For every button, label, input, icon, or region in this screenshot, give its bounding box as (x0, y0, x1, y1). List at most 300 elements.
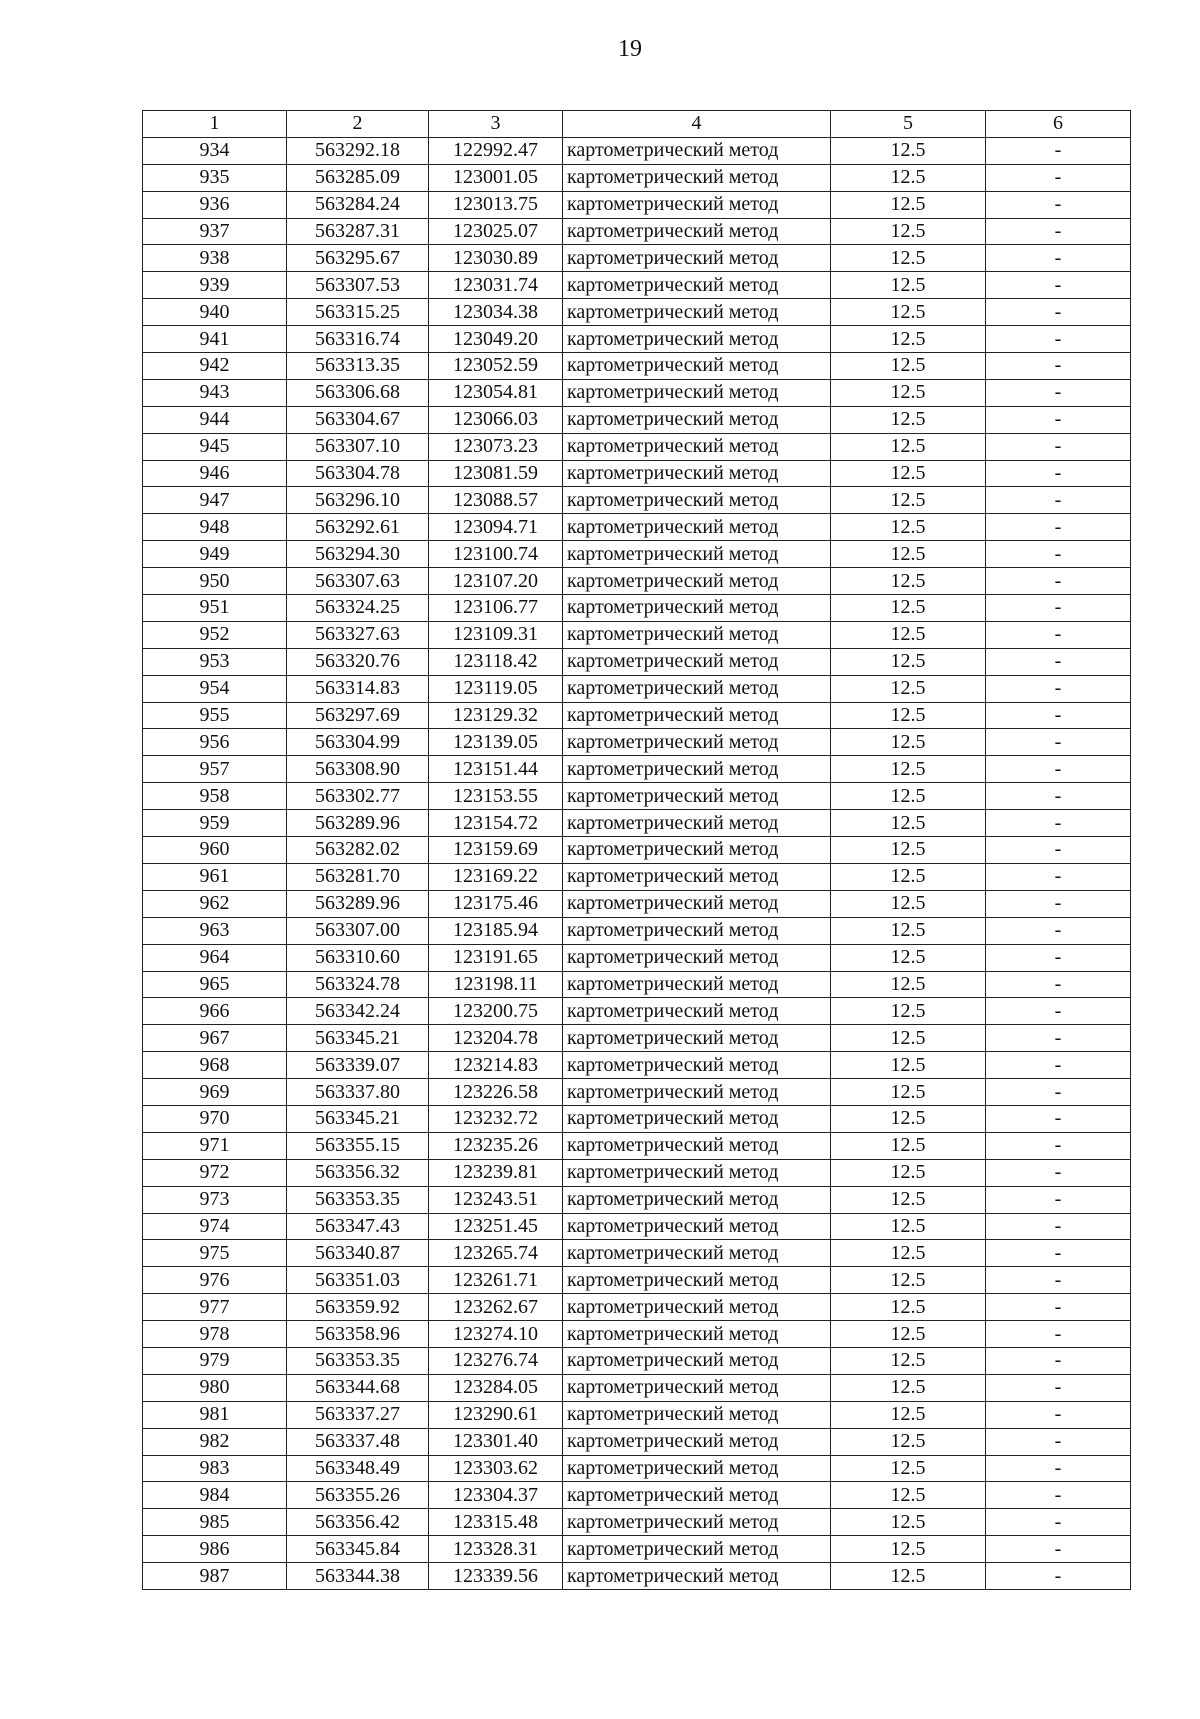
method-cell: картометрический метод (563, 729, 831, 756)
method-cell: картометрический метод (563, 1509, 831, 1536)
method-cell: картометрический метод (563, 1240, 831, 1267)
x-coordinate-cell: 563342.24 (287, 998, 429, 1025)
x-coordinate-cell: 563355.26 (287, 1482, 429, 1509)
method-cell: картометрический метод (563, 1374, 831, 1401)
note-cell: - (986, 1482, 1131, 1509)
point-number-cell: 934 (143, 137, 287, 164)
y-coordinate-cell: 123153.55 (429, 783, 563, 810)
note-cell: - (986, 245, 1131, 272)
point-number-cell: 956 (143, 729, 287, 756)
method-cell: картометрический метод (563, 379, 831, 406)
point-number-cell: 936 (143, 191, 287, 218)
y-coordinate-cell: 123159.69 (429, 837, 563, 864)
accuracy-cell: 12.5 (831, 1105, 986, 1132)
note-cell: - (986, 810, 1131, 837)
y-coordinate-cell: 123191.65 (429, 944, 563, 971)
table-row (143, 1509, 1131, 1536)
point-number-cell: 984 (143, 1482, 287, 1509)
accuracy-cell: 12.5 (831, 1079, 986, 1106)
method-cell: картометрический метод (563, 621, 831, 648)
accuracy-cell: 12.5 (831, 863, 986, 890)
accuracy-cell: 12.5 (831, 406, 986, 433)
point-number-cell: 959 (143, 810, 287, 837)
accuracy-cell: 12.5 (831, 433, 986, 460)
y-coordinate-cell: 123214.83 (429, 1052, 563, 1079)
point-number-cell: 950 (143, 568, 287, 595)
point-number-cell: 954 (143, 675, 287, 702)
point-number-cell: 972 (143, 1159, 287, 1186)
y-coordinate-cell: 123118.42 (429, 648, 563, 675)
y-coordinate-cell: 123073.23 (429, 433, 563, 460)
note-cell: - (986, 137, 1131, 164)
accuracy-cell: 12.5 (831, 137, 986, 164)
y-coordinate-cell: 123243.51 (429, 1186, 563, 1213)
table-row (143, 1482, 1131, 1509)
method-cell: картометрический метод (563, 1132, 831, 1159)
y-coordinate-cell: 123139.05 (429, 729, 563, 756)
table-row (143, 756, 1131, 783)
note-cell: - (986, 1374, 1131, 1401)
point-number-cell: 960 (143, 837, 287, 864)
table-row (143, 1347, 1131, 1374)
note-cell: - (986, 353, 1131, 380)
point-number-cell: 937 (143, 218, 287, 245)
note-cell: - (986, 1509, 1131, 1536)
table-body (143, 137, 1131, 1589)
x-coordinate-cell: 563281.70 (287, 863, 429, 890)
x-coordinate-cell: 563358.96 (287, 1321, 429, 1348)
accuracy-cell: 12.5 (831, 299, 986, 326)
accuracy-cell: 12.5 (831, 1563, 986, 1590)
y-coordinate-cell: 123052.59 (429, 353, 563, 380)
y-coordinate-cell: 123094.71 (429, 514, 563, 541)
table-row (143, 406, 1131, 433)
table-row (143, 810, 1131, 837)
x-coordinate-cell: 563347.43 (287, 1213, 429, 1240)
note-cell: - (986, 1401, 1131, 1428)
method-cell: картометрический метод (563, 1213, 831, 1240)
x-coordinate-cell: 563307.53 (287, 272, 429, 299)
note-cell: - (986, 890, 1131, 917)
x-coordinate-cell: 563302.77 (287, 783, 429, 810)
table-row (143, 971, 1131, 998)
note-cell: - (986, 1079, 1131, 1106)
method-cell: картометрический метод (563, 353, 831, 380)
table-row (143, 1401, 1131, 1428)
x-coordinate-cell: 563285.09 (287, 164, 429, 191)
accuracy-cell: 12.5 (831, 514, 986, 541)
y-coordinate-cell: 123226.58 (429, 1079, 563, 1106)
x-coordinate-cell: 563307.10 (287, 433, 429, 460)
method-cell: картометрический метод (563, 1482, 831, 1509)
x-coordinate-cell: 563310.60 (287, 944, 429, 971)
y-coordinate-cell: 123204.78 (429, 1025, 563, 1052)
method-cell: картометрический метод (563, 810, 831, 837)
y-coordinate-cell: 123304.37 (429, 1482, 563, 1509)
table-row (143, 326, 1131, 353)
method-cell: картометрический метод (563, 756, 831, 783)
y-coordinate-cell: 123200.75 (429, 998, 563, 1025)
y-coordinate-cell: 123301.40 (429, 1428, 563, 1455)
point-number-cell: 967 (143, 1025, 287, 1052)
method-cell: картометрический метод (563, 917, 831, 944)
method-cell: картометрический метод (563, 1321, 831, 1348)
method-cell: картометрический метод (563, 326, 831, 353)
x-coordinate-cell: 563297.69 (287, 702, 429, 729)
header-cell-6: 6 (986, 111, 1131, 138)
note-cell: - (986, 837, 1131, 864)
table-row (143, 1321, 1131, 1348)
method-cell: картометрический метод (563, 783, 831, 810)
note-cell: - (986, 1240, 1131, 1267)
table-row (143, 675, 1131, 702)
y-coordinate-cell: 123265.74 (429, 1240, 563, 1267)
table-row (143, 272, 1131, 299)
note-cell: - (986, 1428, 1131, 1455)
y-coordinate-cell: 123100.74 (429, 541, 563, 568)
note-cell: - (986, 433, 1131, 460)
point-number-cell: 977 (143, 1294, 287, 1321)
y-coordinate-cell: 123274.10 (429, 1321, 563, 1348)
note-cell: - (986, 1025, 1131, 1052)
accuracy-cell: 12.5 (831, 1509, 986, 1536)
point-number-cell: 980 (143, 1374, 287, 1401)
table-row (143, 890, 1131, 917)
x-coordinate-cell: 563345.21 (287, 1025, 429, 1052)
table-row (143, 1105, 1131, 1132)
y-coordinate-cell: 123106.77 (429, 595, 563, 622)
x-coordinate-cell: 563316.74 (287, 326, 429, 353)
note-cell: - (986, 944, 1131, 971)
x-coordinate-cell: 563324.78 (287, 971, 429, 998)
method-cell: картометрический метод (563, 1025, 831, 1052)
table-row (143, 702, 1131, 729)
y-coordinate-cell: 123232.72 (429, 1105, 563, 1132)
y-coordinate-cell: 123151.44 (429, 756, 563, 783)
accuracy-cell: 12.5 (831, 272, 986, 299)
method-cell: картометрический метод (563, 218, 831, 245)
x-coordinate-cell: 563282.02 (287, 837, 429, 864)
x-coordinate-cell: 563314.83 (287, 675, 429, 702)
note-cell: - (986, 272, 1131, 299)
method-cell: картометрический метод (563, 272, 831, 299)
x-coordinate-cell: 563324.25 (287, 595, 429, 622)
method-cell: картометрический метод (563, 487, 831, 514)
point-number-cell: 976 (143, 1267, 287, 1294)
accuracy-cell: 12.5 (831, 487, 986, 514)
x-coordinate-cell: 563327.63 (287, 621, 429, 648)
table-row (143, 863, 1131, 890)
note-cell: - (986, 379, 1131, 406)
note-cell: - (986, 702, 1131, 729)
header-cell-1: 1 (143, 111, 287, 138)
accuracy-cell: 12.5 (831, 702, 986, 729)
accuracy-cell: 12.5 (831, 783, 986, 810)
note-cell: - (986, 729, 1131, 756)
point-number-cell: 939 (143, 272, 287, 299)
point-number-cell: 978 (143, 1321, 287, 1348)
accuracy-cell: 12.5 (831, 191, 986, 218)
table-row (143, 299, 1131, 326)
x-coordinate-cell: 563337.80 (287, 1079, 429, 1106)
accuracy-cell: 12.5 (831, 568, 986, 595)
x-coordinate-cell: 563313.35 (287, 353, 429, 380)
x-coordinate-cell: 563344.68 (287, 1374, 429, 1401)
point-number-cell: 961 (143, 863, 287, 890)
y-coordinate-cell: 123339.56 (429, 1563, 563, 1590)
accuracy-cell: 12.5 (831, 729, 986, 756)
accuracy-cell: 12.5 (831, 998, 986, 1025)
point-number-cell: 986 (143, 1536, 287, 1563)
method-cell: картометрический метод (563, 1563, 831, 1590)
table-row (143, 1186, 1131, 1213)
method-cell: картометрический метод (563, 1186, 831, 1213)
table-row (143, 245, 1131, 272)
method-cell: картометрический метод (563, 1401, 831, 1428)
table-row (143, 1240, 1131, 1267)
table-row (143, 137, 1131, 164)
x-coordinate-cell: 563356.32 (287, 1159, 429, 1186)
point-number-cell: 952 (143, 621, 287, 648)
table-row (143, 1052, 1131, 1079)
note-cell: - (986, 191, 1131, 218)
point-number-cell: 941 (143, 326, 287, 353)
x-coordinate-cell: 563289.96 (287, 810, 429, 837)
x-coordinate-cell: 563292.61 (287, 514, 429, 541)
note-cell: - (986, 998, 1131, 1025)
x-coordinate-cell: 563344.38 (287, 1563, 429, 1590)
note-cell: - (986, 164, 1131, 191)
note-cell: - (986, 514, 1131, 541)
note-cell: - (986, 326, 1131, 353)
x-coordinate-cell: 563356.42 (287, 1509, 429, 1536)
note-cell: - (986, 1267, 1131, 1294)
accuracy-cell: 12.5 (831, 326, 986, 353)
table-row (143, 783, 1131, 810)
y-coordinate-cell: 123262.67 (429, 1294, 563, 1321)
method-cell: картометрический метод (563, 702, 831, 729)
y-coordinate-cell: 123109.31 (429, 621, 563, 648)
method-cell: картометрический метод (563, 245, 831, 272)
point-number-cell: 973 (143, 1186, 287, 1213)
point-number-cell: 979 (143, 1347, 287, 1374)
y-coordinate-cell: 123303.62 (429, 1455, 563, 1482)
accuracy-cell: 12.5 (831, 810, 986, 837)
table-row (143, 1267, 1131, 1294)
point-number-cell: 957 (143, 756, 287, 783)
y-coordinate-cell: 123239.81 (429, 1159, 563, 1186)
method-cell: картометрический метод (563, 1105, 831, 1132)
method-cell: картометрический метод (563, 863, 831, 890)
table-row (143, 1455, 1131, 1482)
note-cell: - (986, 621, 1131, 648)
x-coordinate-cell: 563320.76 (287, 648, 429, 675)
accuracy-cell: 12.5 (831, 1374, 986, 1401)
y-coordinate-cell: 123088.57 (429, 487, 563, 514)
method-cell: картометрический метод (563, 1052, 831, 1079)
accuracy-cell: 12.5 (831, 1455, 986, 1482)
note-cell: - (986, 1294, 1131, 1321)
point-number-cell: 983 (143, 1455, 287, 1482)
x-coordinate-cell: 563308.90 (287, 756, 429, 783)
x-coordinate-cell: 563304.99 (287, 729, 429, 756)
x-coordinate-cell: 563353.35 (287, 1347, 429, 1374)
method-cell: картометрический метод (563, 1347, 831, 1374)
point-number-cell: 955 (143, 702, 287, 729)
x-coordinate-cell: 563345.84 (287, 1536, 429, 1563)
point-number-cell: 938 (143, 245, 287, 272)
accuracy-cell: 12.5 (831, 379, 986, 406)
accuracy-cell: 12.5 (831, 1159, 986, 1186)
point-number-cell: 970 (143, 1105, 287, 1132)
point-number-cell: 985 (143, 1509, 287, 1536)
point-number-cell: 951 (143, 595, 287, 622)
accuracy-cell: 12.5 (831, 621, 986, 648)
accuracy-cell: 12.5 (831, 541, 986, 568)
accuracy-cell: 12.5 (831, 1536, 986, 1563)
point-number-cell: 969 (143, 1079, 287, 1106)
y-coordinate-cell: 123276.74 (429, 1347, 563, 1374)
method-cell: картометрический метод (563, 1294, 831, 1321)
x-coordinate-cell: 563339.07 (287, 1052, 429, 1079)
y-coordinate-cell: 123119.05 (429, 675, 563, 702)
accuracy-cell: 12.5 (831, 890, 986, 917)
x-coordinate-cell: 563304.67 (287, 406, 429, 433)
accuracy-cell: 12.5 (831, 675, 986, 702)
x-coordinate-cell: 563351.03 (287, 1267, 429, 1294)
y-coordinate-cell: 123054.81 (429, 379, 563, 406)
table-row (143, 379, 1131, 406)
table-header (143, 111, 1131, 138)
header-cell-2: 2 (287, 111, 429, 138)
y-coordinate-cell: 123013.75 (429, 191, 563, 218)
table-row (143, 1374, 1131, 1401)
table-row (143, 1132, 1131, 1159)
header-row (143, 111, 1131, 138)
point-number-cell: 987 (143, 1563, 287, 1590)
table-row (143, 568, 1131, 595)
note-cell: - (986, 460, 1131, 487)
note-cell: - (986, 1347, 1131, 1374)
note-cell: - (986, 1052, 1131, 1079)
accuracy-cell: 12.5 (831, 1025, 986, 1052)
y-coordinate-cell: 123001.05 (429, 164, 563, 191)
x-coordinate-cell: 563289.96 (287, 890, 429, 917)
x-coordinate-cell: 563359.92 (287, 1294, 429, 1321)
method-cell: картометрический метод (563, 890, 831, 917)
accuracy-cell: 12.5 (831, 595, 986, 622)
point-number-cell: 945 (143, 433, 287, 460)
table-row (143, 998, 1131, 1025)
point-number-cell: 964 (143, 944, 287, 971)
note-cell: - (986, 1455, 1131, 1482)
method-cell: картометрический метод (563, 514, 831, 541)
note-cell: - (986, 675, 1131, 702)
x-coordinate-cell: 563294.30 (287, 541, 429, 568)
point-number-cell: 948 (143, 514, 287, 541)
table-row (143, 1536, 1131, 1563)
y-coordinate-cell: 123025.07 (429, 218, 563, 245)
table-row (143, 595, 1131, 622)
table-row (143, 648, 1131, 675)
point-number-cell: 975 (143, 1240, 287, 1267)
y-coordinate-cell: 123235.26 (429, 1132, 563, 1159)
method-cell: картометрический метод (563, 568, 831, 595)
table-row (143, 433, 1131, 460)
y-coordinate-cell: 123030.89 (429, 245, 563, 272)
table-row (143, 1563, 1131, 1590)
note-cell: - (986, 1105, 1131, 1132)
note-cell: - (986, 971, 1131, 998)
method-cell: картометрический метод (563, 1159, 831, 1186)
x-coordinate-cell: 563340.87 (287, 1240, 429, 1267)
x-coordinate-cell: 563307.00 (287, 917, 429, 944)
note-cell: - (986, 541, 1131, 568)
table-row (143, 191, 1131, 218)
note-cell: - (986, 1536, 1131, 1563)
method-cell: картометрический метод (563, 1455, 831, 1482)
table-row (143, 944, 1131, 971)
method-cell: картометрический метод (563, 164, 831, 191)
y-coordinate-cell: 123129.32 (429, 702, 563, 729)
x-coordinate-cell: 563348.49 (287, 1455, 429, 1482)
accuracy-cell: 12.5 (831, 944, 986, 971)
table-row (143, 487, 1131, 514)
note-cell: - (986, 487, 1131, 514)
accuracy-cell: 12.5 (831, 164, 986, 191)
note-cell: - (986, 917, 1131, 944)
header-cell-3: 3 (429, 111, 563, 138)
method-cell: картометрический метод (563, 1079, 831, 1106)
y-coordinate-cell: 123049.20 (429, 326, 563, 353)
note-cell: - (986, 406, 1131, 433)
method-cell: картометрический метод (563, 595, 831, 622)
accuracy-cell: 12.5 (831, 1401, 986, 1428)
accuracy-cell: 12.5 (831, 218, 986, 245)
method-cell: картометрический метод (563, 433, 831, 460)
table-row (143, 917, 1131, 944)
x-coordinate-cell: 563292.18 (287, 137, 429, 164)
accuracy-cell: 12.5 (831, 971, 986, 998)
accuracy-cell: 12.5 (831, 1482, 986, 1509)
method-cell: картометрический метод (563, 837, 831, 864)
table-row (143, 164, 1131, 191)
accuracy-cell: 12.5 (831, 1267, 986, 1294)
y-coordinate-cell: 123261.71 (429, 1267, 563, 1294)
accuracy-cell: 12.5 (831, 837, 986, 864)
y-coordinate-cell: 123154.72 (429, 810, 563, 837)
coordinates-table (142, 110, 1131, 1590)
accuracy-cell: 12.5 (831, 756, 986, 783)
accuracy-cell: 12.5 (831, 1213, 986, 1240)
x-coordinate-cell: 563307.63 (287, 568, 429, 595)
y-coordinate-cell: 123169.22 (429, 863, 563, 890)
table-row (143, 729, 1131, 756)
note-cell: - (986, 783, 1131, 810)
accuracy-cell: 12.5 (831, 1294, 986, 1321)
y-coordinate-cell: 123034.38 (429, 299, 563, 326)
y-coordinate-cell: 123107.20 (429, 568, 563, 595)
method-cell: картометрический метод (563, 1536, 831, 1563)
x-coordinate-cell: 563296.10 (287, 487, 429, 514)
table-row (143, 1213, 1131, 1240)
method-cell: картометрический метод (563, 1267, 831, 1294)
point-number-cell: 946 (143, 460, 287, 487)
note-cell: - (986, 1563, 1131, 1590)
table-row (143, 1025, 1131, 1052)
y-coordinate-cell: 123284.05 (429, 1374, 563, 1401)
point-number-cell: 958 (143, 783, 287, 810)
